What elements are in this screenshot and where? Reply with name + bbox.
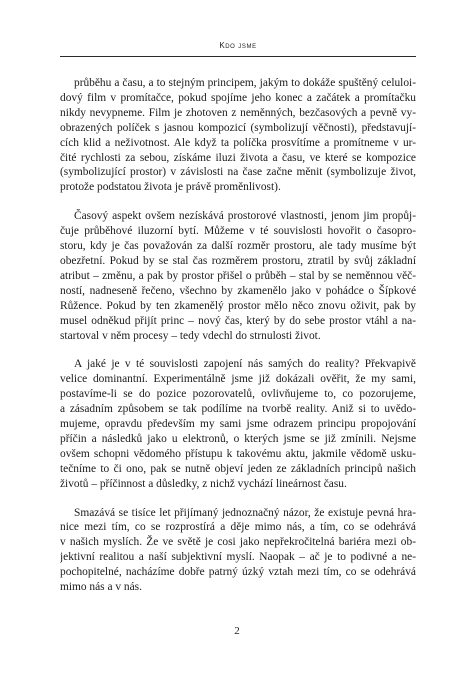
text-line: a zásadním způsobem se tak podílíme na tvorbě reality. Aniž si to uvědo-	[60, 403, 416, 416]
text-line: Smazává se tisíce let přijímaný jednoznačný názor, že existuje pevná hra-	[74, 506, 416, 519]
body-text	[60, 76, 416, 609]
text-line: velice dominantní. Experimentálně jsme již dokázali ověřit, že my sami,	[60, 373, 416, 386]
text-line: musel odněkud přijít princ – nový čas, který by do sebe prostor vtáhl a na-	[60, 314, 416, 327]
text-line: (symbolizující prostor) v závislosti na čase začne měnit (symbolizuje život,	[60, 166, 416, 179]
text-line: atribut – změnu, a pak by prostor přišel o průběh – stal by se neměnnou věč-	[60, 269, 416, 282]
text-line: dový film v promítačce, pokud spojíme jeho konec a začátek a promítačku	[60, 91, 416, 104]
text-line: storu, kdy je čas považován za další rozměr prostoru, ale tady musíme být	[60, 240, 416, 253]
text-line: mujeme, opravdu především my sami jsme odrazem principu propojování	[60, 418, 416, 431]
text-line: životů – příčinnost a důsledky, z nichž vychází lineárnost času.	[60, 477, 347, 490]
text-line: jektivní realitou a naší subjektivní myslí. Naopak – ač je to podivné a ne-	[60, 551, 416, 564]
running-head	[60, 40, 416, 57]
page-number: 2	[234, 625, 240, 637]
text-line: příčin a následků jako u elektronů, o kterých jsme se již zmínili. Nejsme	[60, 432, 416, 445]
text-line: tečníme to či ono, pak se nutně objeví jeden ze základních principů našich	[60, 462, 416, 475]
paragraph	[60, 209, 416, 343]
text-line: čité rychlosti za sebou, získáme iluzi života a času, ve které se kompozice	[60, 151, 416, 164]
text-line: protože podstatou života je právě proměnlivost).	[60, 181, 281, 194]
text-line: v našich myslích. Že ve světě je cosi jako nepřekročitelná bariéra mezi ob-	[60, 536, 416, 549]
text-line: nice mezi tím, co se rozprostírá a děje mimo nás, a tím, co se odehrává	[60, 521, 416, 534]
text-line: startoval v něm procesy – tedy vdechl do strnulosti život.	[60, 329, 321, 342]
running-head-title: Kdo jsme	[219, 41, 257, 50]
text-line: A jaké je v té souvislosti zapojení nás samých do reality? Překvapivě	[74, 358, 416, 371]
text-line: ovšem schopni vědomého přístupu k takovému aktu, jakmile vědomě usku-	[60, 447, 416, 460]
text-line: obezřetní. Pokud by se stal čas rozměrem prostoru, ztratil by svůj základní	[60, 254, 416, 267]
text-line: mimo nás a v nás.	[60, 581, 142, 594]
paragraph	[60, 506, 416, 595]
paragraph	[60, 76, 416, 195]
text-line: ností, nadneseně řečeno, všechno by zkamenělo jako v pohádce o Šípkové	[60, 284, 416, 297]
text-line: Růžence. Pokud by ten zkamenělý prostor mělo něco znovu oživit, pak by	[60, 299, 416, 312]
text-line: nikdy nevypneme. Film je zhotoven z neměnných, bezčasových a pevně vy-	[60, 106, 416, 119]
text-line: čuje průběhové iluzorní bytí. Můžeme v té souvislosti hovořit o časopro-	[60, 225, 416, 238]
text-line: cích klid a neživotnost. Ale když ta políčka prosvítíme a promítneme v ur-	[60, 136, 416, 149]
text-line: obrazených políček s jasnou kompozicí (symbolizují věčnosti), představují-	[60, 121, 416, 134]
text-line: průběhu a času, a to stejným principem, jakým to dokáže spuštěný celuloi-	[74, 77, 416, 89]
paragraph	[60, 357, 416, 491]
text-line: postavíme-li se do pozice pozorovatelů, ovlivňujeme to, co pozorujeme,	[60, 388, 416, 401]
text-line: pochopitelné, nacházíme dobře patrný úzký vztah mezi tím, co se odehrává	[60, 566, 416, 579]
text-line: Časový aspekt ovšem nezískává prostorové vlastnosti, jenom jim propůj-	[74, 210, 416, 223]
